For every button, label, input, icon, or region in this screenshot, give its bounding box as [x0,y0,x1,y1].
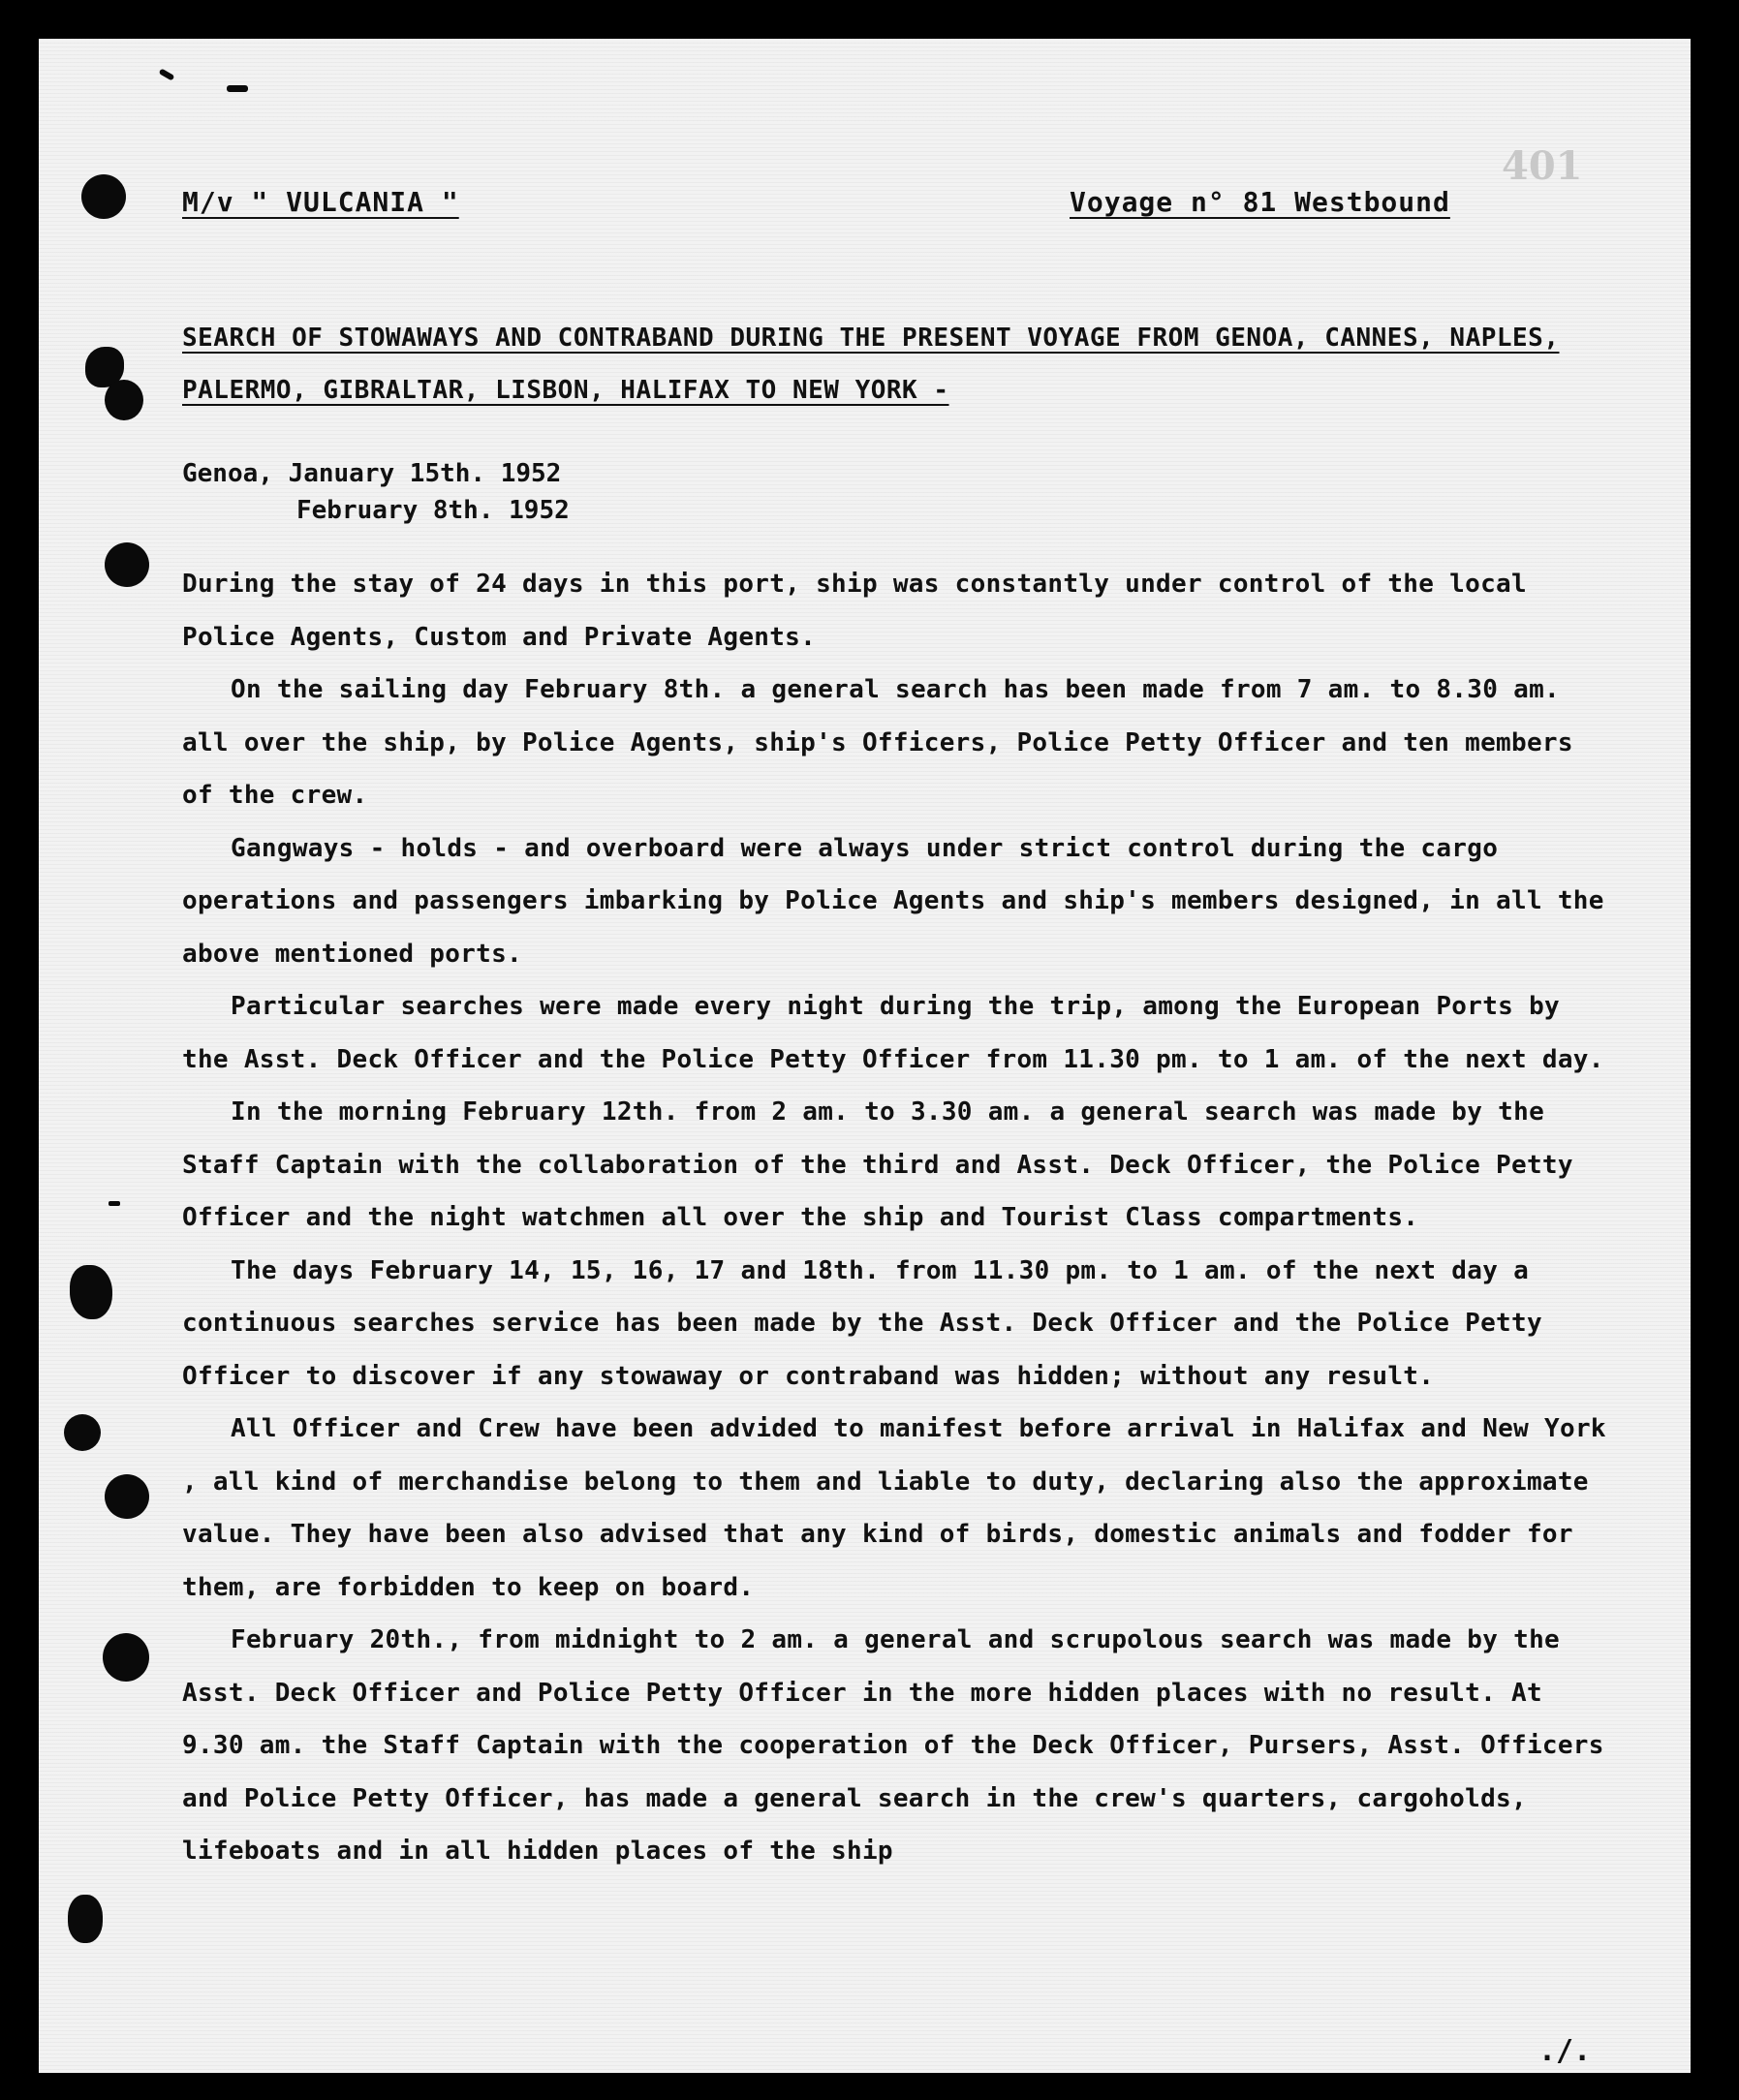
punch-hole [105,542,149,587]
paragraph: Particular searches were made every night during the trip, among the European Ports by the Asst. Deck Officer and the Police Petty Officer from 11.30 pm. to 1 am. of the next day. [182,992,1604,1074]
paragraph: During the stay of 24 days in this port, ship was constantly under control of the local Police Agents, Custom and Private Agents. [182,570,1527,652]
date-line-1: Genoa, January 15th. 1952 [182,459,562,488]
document-body [182,558,1616,1878]
ink-mark [227,85,248,92]
continuation-mark: ./. [1538,2034,1592,2068]
punch-hole [81,174,126,219]
date-line-2: February 8th. 1952 [296,496,570,525]
vessel-name: M/v " VULCANIA " [182,186,459,218]
paragraph: The days February 14, 15, 16, 17 and 18th. from 11.30 pm. to 1 am. of the next day a continuous searches service has been made by the Asst. Deck Officer and the Police Petty Officer to discover if any stowaway or contraband was hidden; without any result. [182,1255,1542,1391]
punch-hole [105,1474,149,1519]
paragraph: In the morning February 12th. from 2 am. to 3.30 am. a general search was made by the Staff Captain with the collaboration of the third and Asst. Deck Officer, the Police Petty Officer and the night watchmen all over the ship and Tourist Class compartments. [182,1097,1573,1232]
paragraph: Gangways - holds - and overboard were always under strict control during the cargo operations and passengers imbarking by Police Agents and ship's members designed, in all the above mentioned ports. [182,833,1604,969]
ink-mark [159,68,175,80]
paragraph: On the sailing day February 8th. a general search has been made from 7 am. to 8.30 am. all over the ship, by Police Agents, ship's Officers, Police Petty Officer and ten members of the crew. [182,675,1573,810]
voyage-number: Voyage n° 81 Westbound [1070,186,1450,218]
punch-hole [103,1633,149,1682]
document-page [39,39,1691,2073]
page-number-stamp: 401 [1502,143,1583,189]
punch-hole [64,1414,101,1451]
punch-hole [105,380,143,420]
date-block [182,455,570,529]
document-title: SEARCH OF STOWAWAYS AND CONTRABAND DURING THE PRESENT VOYAGE FROM GENOA, CANNES, NAPLES, PALERMO, GIBRALTAR, LISBON, HALIFAX TO NEW YORK - [182,324,1560,405]
paragraph: February 20th., from midnight to 2 am. a general and scrupolous search was made by the Asst. Deck Officer and Police Petty Officer in the more hidden places with no result. At 9.30 am. the Staff Captain with the cooperation of the Deck Officer, Pursers, Asst. Officers and Police Petty Officer, has made a general search in the crew's quarters, cargoholds, lifeboats and in all hidden places of the ship [182,1625,1604,1866]
ink-smudge [68,1895,103,1943]
paragraph: All Officer and Crew have been advided to manifest before arrival in Halifax and New York , all kind of merchandise belong to them and liable to duty, declaring also the approximate value. They have been also advised that any kind of birds, domestic animals and fodder for them, are forbidden to keep on board. [182,1414,1606,1602]
ink-mark [109,1201,120,1206]
punch-hole [70,1265,112,1319]
